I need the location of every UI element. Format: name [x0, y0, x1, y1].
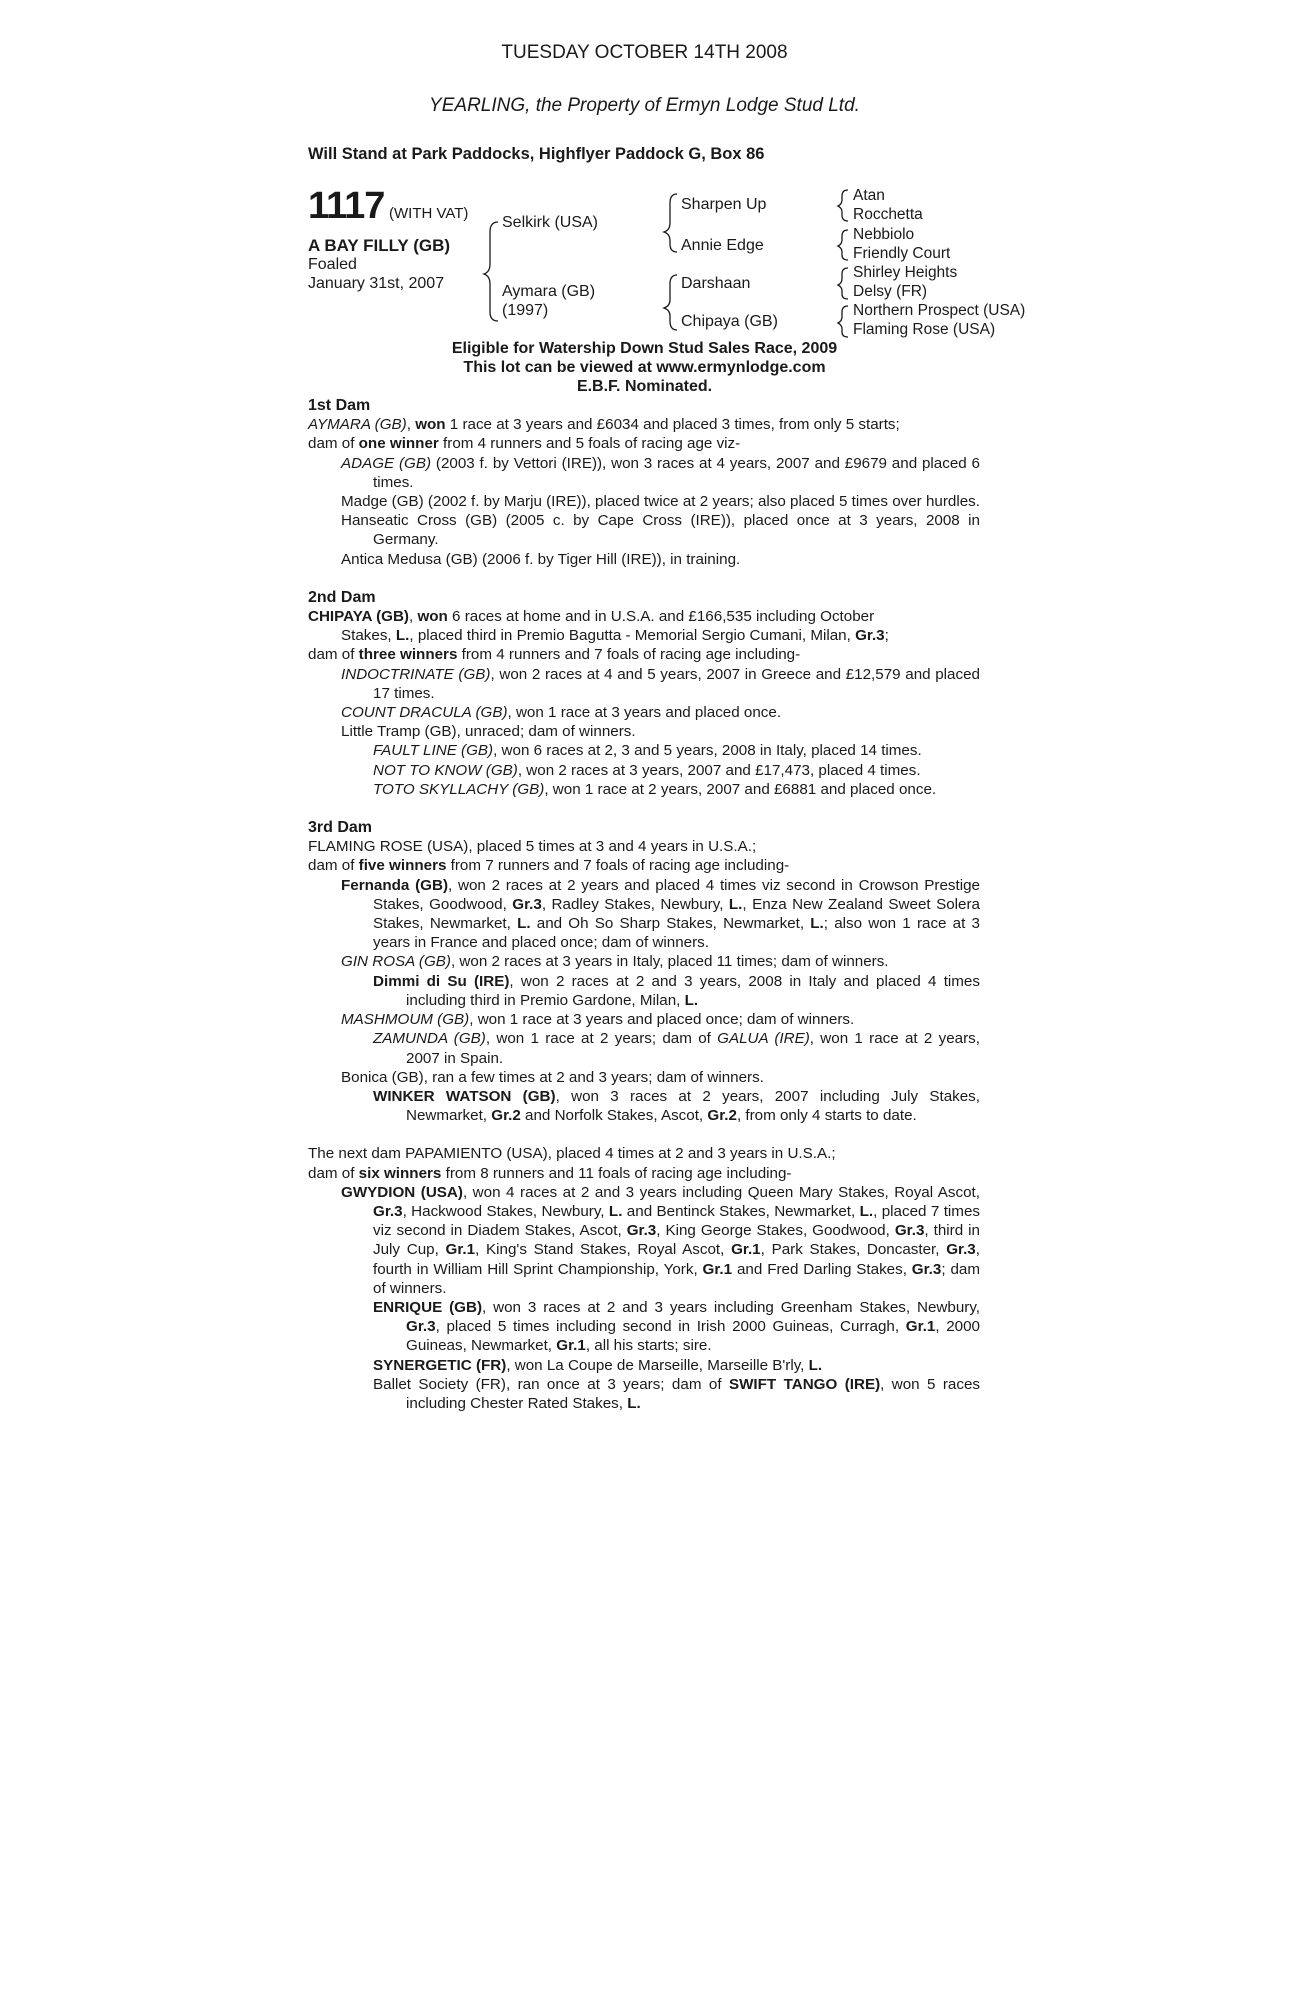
- ebf-note: E.B.F. Nominated.: [576, 378, 713, 395]
- first-dam-title: 1st Dam: [308, 397, 371, 414]
- dam: Aymara (GB): [502, 283, 596, 300]
- third-dam-line: FLAMING ROSE (USA), placed 5 times at 3 and 4 years in U.S.A.;: [308, 838, 757, 856]
- g3-ancestor: Atan: [853, 187, 885, 204]
- produce-entry: ADAGE (GB) (2003 f. by Vettori (IRE)), won 3 races at 4 years, 2007 and £9679 and placed 6 times.: [341, 454, 980, 491]
- dam-year: (1997): [502, 302, 549, 319]
- third-dam-produce-summary: dam of five winners from 7 runners and 7 foals of racing age including-: [308, 857, 790, 875]
- lot-number: 1117: [308, 185, 385, 227]
- produce-entry: NOT TO KNOW (GB), won 2 races at 3 years, 2007 and £17,473, placed 4 times.: [373, 761, 921, 779]
- sire-dam: Annie Edge: [681, 237, 764, 254]
- next-dam-produce-summary: dam of six winners from 8 runners and 11 foals of racing age including-: [308, 1164, 792, 1182]
- produce-entry: MASHMOUM (GB), won 1 race at 3 years and placed once; dam of winners.: [341, 1011, 855, 1029]
- g3-ancestor: Rocchetta: [853, 206, 923, 223]
- produce-entry: Madge (GB) (2002 f. by Marju (IRE)), placed twice at 2 years; also placed 5 times over hurdles.: [341, 493, 980, 511]
- second-dam-title: 2nd Dam: [308, 588, 376, 606]
- produce-entry: Little Tramp (GB), unraced; dam of winners.: [341, 723, 636, 741]
- second-dam-line-cont: Stakes, L., placed third in Premio Bagutta - Memorial Sergio Cumani, Milan, Gr.3;: [341, 627, 889, 645]
- produce-entry: Antica Medusa (GB) (2006 f. by Tiger Hill (IRE)), in training.: [341, 550, 741, 568]
- sire: Selkirk (USA): [502, 214, 599, 231]
- viewing-note: This lot can be viewed at www.ermynlodge.com: [463, 359, 826, 376]
- produce-entry: Hanseatic Cross (GB) (2005 c. by Cape Cross (IRE)), placed once at 3 years, 2008 in Germany.: [341, 512, 980, 549]
- second-dam-line: CHIPAYA (GB), won 6 races at home and in U.S.A. and £166,535 including October: [308, 608, 875, 626]
- dam-sire: Darshaan: [681, 275, 751, 292]
- g3-ancestor: Friendly Court: [853, 245, 951, 262]
- sale-date: TUESDAY OCTOBER 14TH 2008: [501, 42, 788, 63]
- g3-ancestor: Delsy (FR): [853, 283, 928, 300]
- g3-ancestor: Flaming Rose (USA): [853, 321, 996, 338]
- vat-note: (WITH VAT): [389, 205, 469, 222]
- lot-subtitle: YEARLING, the Property of Ermyn Lodge Stud Ltd.: [429, 95, 860, 116]
- produce-record: [308, 396, 980, 1413]
- produce-entry: Ballet Society (FR), ran once at 3 years; dam of SWIFT TANGO (IRE), won 5 races including Chester Rated Stakes, L.: [373, 1375, 981, 1412]
- horse-description: A BAY FILLY (GB): [308, 236, 451, 255]
- first-dam-line: AYMARA (GB), won 1 race at 3 years and £6034 and placed 3 times, from only 5 starts;: [308, 416, 900, 434]
- produce-entry: Dimmi di Su (IRE), won 2 races at 2 and 3 years, 2008 in Italy and placed 4 times including third in Premio Gardone, Milan, L.: [373, 972, 980, 1009]
- produce-entry: Bonica (GB), ran a few times at 2 and 3 years; dam of winners.: [341, 1068, 764, 1086]
- foaled-date: January 31st, 2007: [308, 275, 445, 292]
- g3-ancestor: Nebbiolo: [853, 226, 915, 243]
- produce-entry: GWYDION (USA), won 4 races at 2 and 3 years including Queen Mary Stakes, Royal Ascot, Gr.3, Hackwood Stakes, Newbury, L. and Bentinck Stakes, Newmarket, L., placed 7 times viz second in Diadem Stakes, Ascot, Gr.3, King George Stakes, Goodwood, Gr.3, third in July Cup, Gr.1, King's Stand Stakes, Royal Ascot, Gr.1, Park Stakes, Doncaster, Gr.3, fourth in William Hill Sprint Championship, York, Gr.1 and Fred Darling Stakes, Gr.3; dam of winners.: [341, 1183, 980, 1297]
- produce-entry: INDOCTRINATE (GB), won 2 races at 4 and 5 years, 2007 in Greece and £12,579 and placed 17 times.: [341, 665, 980, 702]
- produce-entry: FAULT LINE (GB), won 6 races at 2, 3 and 5 years, 2008 in Italy, placed 14 times.: [373, 742, 922, 760]
- produce-entry: ENRIQUE (GB), won 3 races at 2 and 3 years including Greenham Stakes, Newbury, Gr.3, placed 5 times including second in Irish 2000 Guineas, Curragh, Gr.1, 2000 Guineas, Newmarket, Gr.1, all his starts; sire.: [373, 1298, 981, 1355]
- stand-location: Will Stand at Park Paddocks, Highflyer Paddock G, Box 86: [308, 145, 765, 163]
- sire-sire: Sharpen Up: [681, 196, 767, 213]
- pedigree-braces: [0, 0, 1289, 340]
- eligibility-note: Eligible for Watership Down Stud Sales Race, 2009: [451, 340, 838, 357]
- next-dam-line: The next dam PAPAMIENTO (USA), placed 4 times at 2 and 3 years in U.S.A.;: [308, 1145, 836, 1163]
- produce-entry: COUNT DRACULA (GB), won 1 race at 3 years and placed once.: [341, 704, 782, 722]
- dam-dam: Chipaya (GB): [681, 313, 778, 330]
- produce-entry: TOTO SKYLLACHY (GB), won 1 race at 2 years, 2007 and £6881 and placed once.: [373, 780, 937, 798]
- produce-entry: SYNERGETIC (FR), won La Coupe de Marseille, Marseille B'rly, L.: [373, 1356, 823, 1374]
- produce-entry: ZAMUNDA (GB), won 1 race at 2 years; dam of GALUA (IRE), won 1 race at 2 years, 2007 in Spain.: [373, 1030, 980, 1067]
- foaled-label: Foaled: [308, 256, 357, 273]
- first-dam-produce-summary: dam of one winner from 4 runners and 5 foals of racing age viz-: [308, 435, 741, 453]
- produce-entry: WINKER WATSON (GB), won 3 races at 2 years, 2007 including July Stakes, Newmarket, Gr.2 and Norfolk Stakes, Ascot, Gr.2, from only 4 starts to date.: [373, 1087, 980, 1125]
- g3-ancestor: Northern Prospect (USA): [853, 302, 1026, 319]
- produce-entry: Fernanda (GB), won 2 races at 2 years and placed 4 times viz second in Crowson Prestige Stakes, Goodwood, Gr.3, Radley Stakes, Newbury, L., Enza New Zealand Sweet Solera Stakes, Newmarket, L. and Oh So Sharp Stakes, Newmarket, L.; also won 1 race at 3 years in France and placed once; dam of winners.: [341, 876, 980, 952]
- third-dam-title: 3rd Dam: [308, 819, 373, 837]
- produce-entry: GIN ROSA (GB), won 2 races at 3 years in Italy, placed 11 times; dam of winners.: [341, 953, 889, 971]
- second-dam-produce-summary: dam of three winners from 4 runners and 7 foals of racing age including-: [308, 646, 801, 664]
- g3-ancestor: Shirley Heights: [853, 264, 958, 281]
